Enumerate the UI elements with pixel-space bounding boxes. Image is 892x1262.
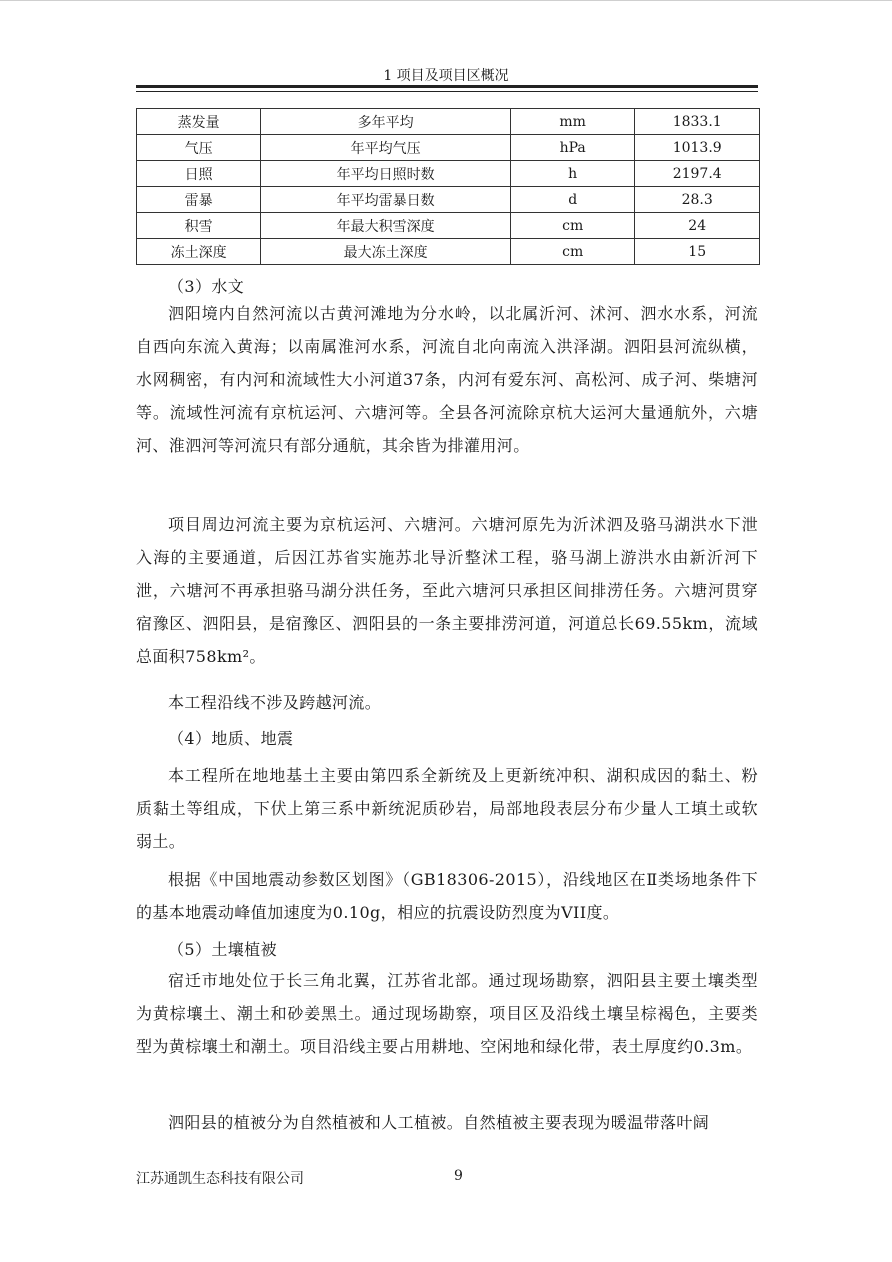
cell-item: 冻土深度 bbox=[137, 239, 261, 265]
page-top-border bbox=[0, 0, 892, 1]
climate-table bbox=[136, 108, 760, 265]
cell-item: 积雪 bbox=[137, 213, 261, 239]
header-rule-thick bbox=[136, 85, 758, 88]
section-heading-hydrology: （3）水文 bbox=[168, 277, 245, 296]
cell-unit: hPa bbox=[510, 135, 634, 161]
cell-item: 雷暴 bbox=[137, 187, 261, 213]
cell-value: 15 bbox=[635, 239, 760, 265]
cell-value: 1013.9 bbox=[635, 135, 760, 161]
cell-unit: mm bbox=[510, 109, 634, 135]
cell-description: 年平均日照时数 bbox=[261, 161, 511, 187]
paragraph-nearby-rivers: 项目周边河流主要为京杭运河、六塘河。六塘河原先为沂沭泗及骆马湖洪水下泄入海的主要通道，后因江苏省实施苏北导沂整沭工程，骆马湖上游洪水由新沂河下泄，六塘河不再承担骆马湖分洪任务，至此六塘河只承担区间排涝任务。六塘河贯穿宿豫区、泗阳县，是宿豫区、泗阳县的一条主要排涝河道，河道总长69.55km，流域总面积758km²。 bbox=[136, 515, 758, 666]
table-row bbox=[137, 213, 760, 239]
paragraph-no-crossing: 本工程沿线不涉及跨越河流。 bbox=[168, 693, 382, 712]
paragraph-vegetation: 泗阳县的植被分为自然植被和人工植被。自然植被主要表现为暖温带落叶阔 bbox=[168, 1113, 710, 1132]
cell-value: 24 bbox=[635, 213, 760, 239]
cell-value: 28.3 bbox=[635, 187, 760, 213]
cell-item: 日照 bbox=[137, 161, 261, 187]
cell-unit: cm bbox=[510, 239, 634, 265]
header-title: 1 项目及项目区概况 bbox=[383, 68, 509, 84]
cell-description: 多年平均 bbox=[261, 109, 511, 135]
cell-description: 最大冻土深度 bbox=[261, 239, 511, 265]
cell-unit: h bbox=[510, 161, 634, 187]
table-row bbox=[137, 187, 760, 213]
paragraph-geology: 本工程所在地地基土主要由第四系全新统及上更新统冲积、湖积成因的黏土、粉质黏土等组成，下伏上第三系中新统泥质砂岩，局部地段表层分布少量人工填土或软弱土。 bbox=[136, 766, 758, 851]
footer-company: 江苏通凯生态科技有限公司 bbox=[136, 1171, 304, 1187]
page-number: 9 bbox=[454, 1168, 463, 1184]
cell-unit: d bbox=[510, 187, 634, 213]
cell-description: 年平均气压 bbox=[261, 135, 511, 161]
cell-item: 气压 bbox=[137, 135, 261, 161]
paragraph-rivers: 泗阳境内自然河流以古黄河滩地为分水岭，以北属沂河、沭河、泗水水系，河流自西向东流入黄海；以南属淮河水系，河流自北向南流入洪泽湖。泗阳县河流纵横，水网稠密，有内河和流域性大小河道37条，内河有爱东河、高松河、成子河、柴塘河等。流域性河流有京杭运河、六塘河等。全县各河流除京杭大运河大量通航外，六塘河、淮泗河等河流只有部分通航，其余皆为排灌用河。 bbox=[136, 304, 758, 455]
cell-value: 1833.1 bbox=[635, 109, 760, 135]
cell-description: 年最大积雪深度 bbox=[261, 213, 511, 239]
header-rule-thin bbox=[136, 91, 758, 92]
cell-value: 2197.4 bbox=[635, 161, 760, 187]
cell-unit: cm bbox=[510, 213, 634, 239]
table-row bbox=[137, 109, 760, 135]
section-heading-geology: （4）地质、地震 bbox=[168, 729, 294, 748]
cell-item: 蒸发量 bbox=[137, 109, 261, 135]
section-heading-soil: （5）土壤植被 bbox=[168, 940, 277, 959]
cell-description: 年平均雷暴日数 bbox=[261, 187, 511, 213]
table-row bbox=[137, 135, 760, 161]
paragraph-seismic: 根据《中国地震动参数区划图》（GB18306-2015），沿线地区在Ⅱ类场地条件下的基本地震动峰值加速度为0.10g，相应的抗震设防烈度为VII度。 bbox=[136, 870, 758, 922]
table-row bbox=[137, 239, 760, 265]
table-row bbox=[137, 161, 760, 187]
paragraph-soil: 宿迁市地处位于长三角北翼，江苏省北部。通过现场勘察，泗阳县主要土壤类型为黄棕壤土、潮土和砂姜黑土。通过现场勘察，项目区及沿线土壤呈棕褐色，主要类型为黄棕壤土和潮土。项目沿线主要占用耕地、空闲地和绿化带，表土厚度约0.3m。 bbox=[136, 971, 758, 1056]
